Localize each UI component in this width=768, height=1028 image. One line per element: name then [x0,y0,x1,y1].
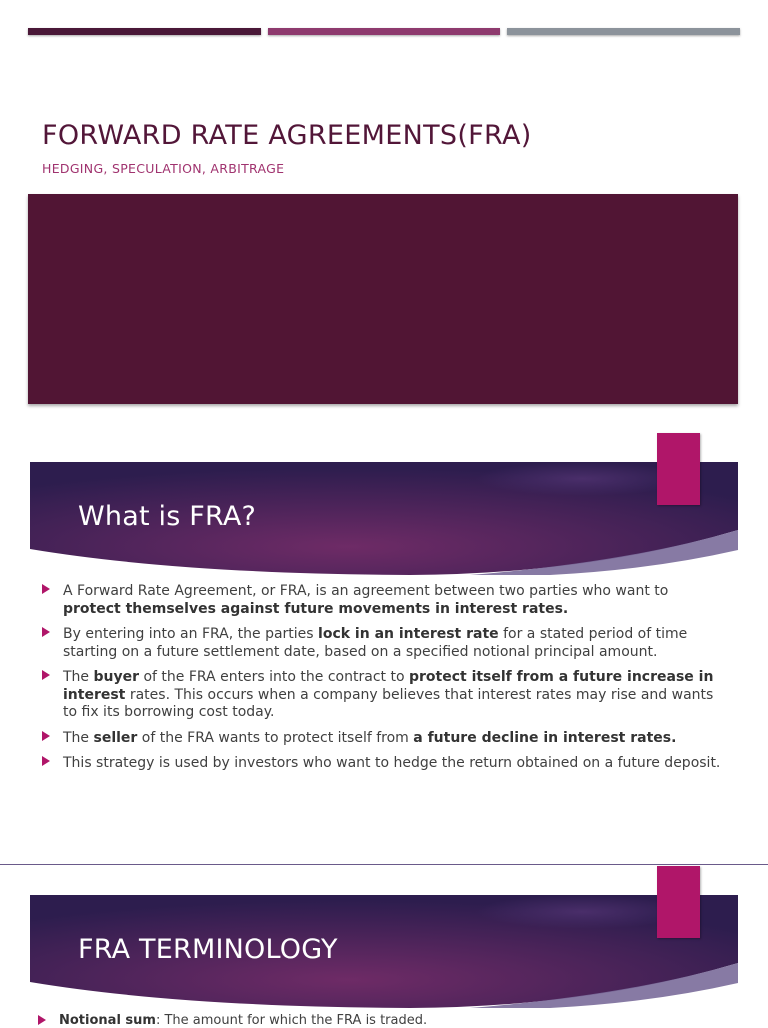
accent-tab [657,433,700,505]
bullet-text: By entering into an FRA, the parties [63,626,319,642]
bullet-text: rates. This occurs when a company believes that interest rates may rise and wants to fix its borrowing cost today. [63,686,714,720]
bullet-emphasis: buyer [93,669,140,685]
bullet-emphasis: protect itself from a future increase in interest [63,669,714,703]
fra-terminology-banner [30,895,738,1010]
section-heading: What is FRA? [78,501,257,532]
term-definition: : The amount for which the FRA is traded. [155,1013,428,1028]
slide-divider [0,864,768,865]
accent-bar-2 [268,28,500,35]
slide-title: FORWARD RATE AGREEMENTS(FRA) [42,120,532,151]
bullet-list [42,583,722,781]
bullet-text: The [63,669,94,685]
bullet-arrow-icon [42,756,50,766]
bullet-item [42,626,722,661]
bullet-text: of the FRA enters into the contract to [139,669,409,685]
bullet-text: A Forward Rate Agreement, or FRA, is an agreement between two parties who want to [63,583,669,599]
bullet-item [42,730,722,748]
bullet-text: for a stated period of time starting on a future settlement date, based on a specified notional principal amount. [63,626,688,660]
bullet-item [42,755,722,773]
bullet-item [42,669,722,722]
bullet-text: The [63,729,94,746]
title-image-block [28,194,738,404]
section-heading: FRA TERMINOLOGY [78,934,338,965]
bullet-emphasis: lock in an interest rate [318,626,499,642]
terminology-item [38,1013,759,1028]
bullet-arrow-icon [42,670,50,680]
bullet-text: of the FRA wants to protect itself from [137,729,414,746]
bullet-arrow-icon [42,584,50,594]
accent-bar-1 [28,28,261,35]
slide-subtitle: HEDGING, SPECULATION, ARBITRAGE [42,161,285,176]
accent-bar-3 [507,28,740,35]
bullet-arrow-icon [42,731,50,741]
term-name: Notional sum [59,1013,156,1028]
bullet-item [42,583,722,618]
bullet-arrow-icon [42,627,50,637]
accent-tab [657,866,700,938]
what-is-fra-banner [30,462,738,577]
bullet-emphasis: a future decline in interest rates. [413,729,677,746]
bullet-emphasis: protect themselves against future movements in interest rates. [63,600,569,617]
bullet-emphasis: seller [93,729,138,746]
bullet-text: This strategy is used by investors who want to hedge the return obtained on a future deposit. [63,755,721,771]
